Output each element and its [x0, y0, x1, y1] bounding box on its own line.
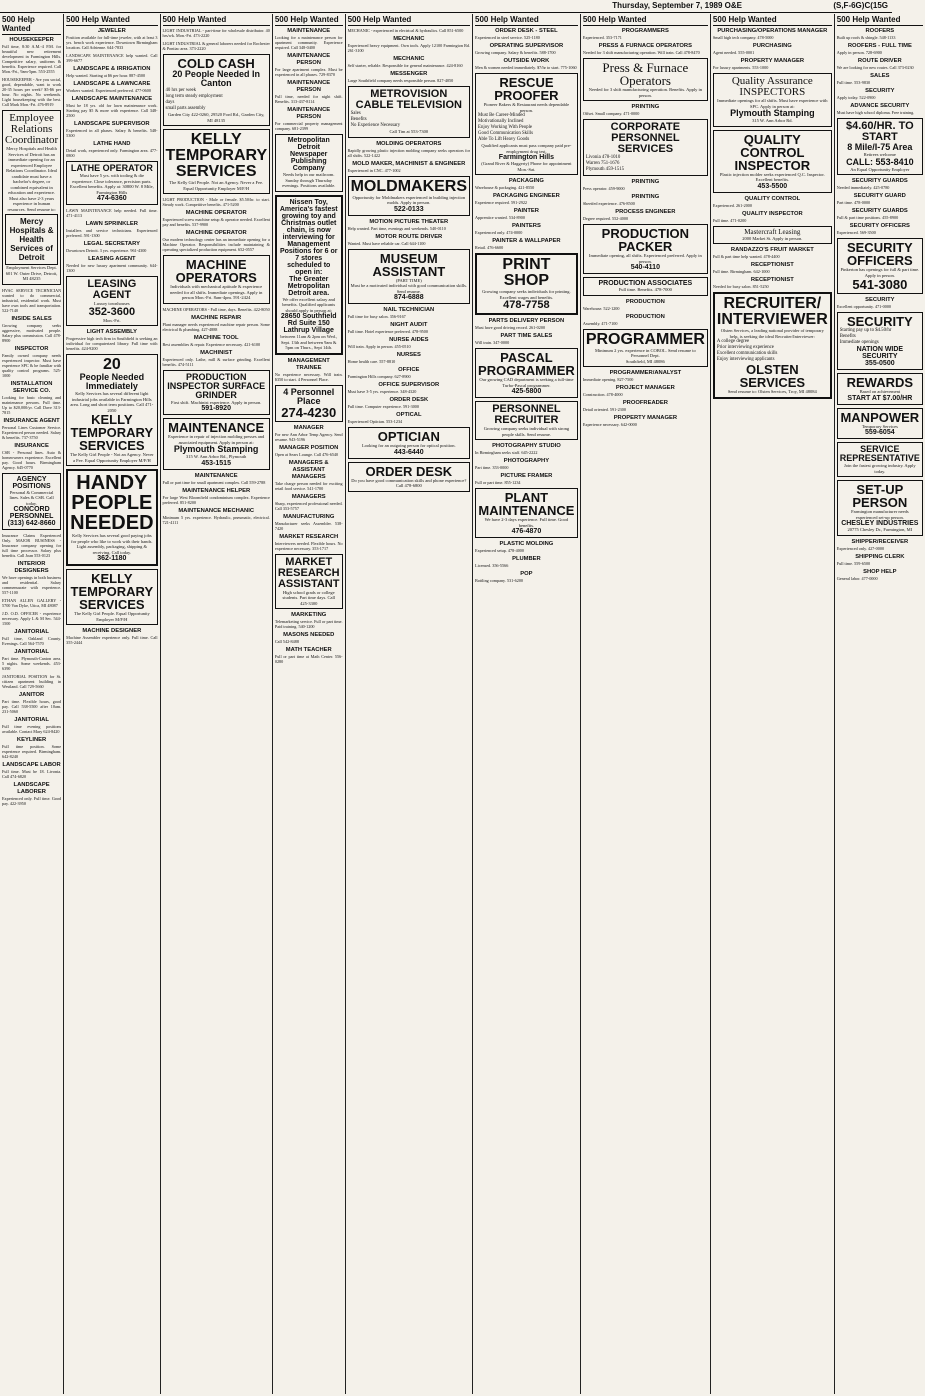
ad: PACKAGING Warehouse & packaging. 421-8550 — [475, 178, 544, 190]
ad: PURCHASING/OPERATIONS MANAGER Small high tech company. 478-5000 — [712, 28, 828, 40]
ad: JANITORIAL Full time evening positions available. Contact Mary 624-8420 — [2, 717, 62, 734]
ad: ORDER DESK Full time. Computer experience. 591-3000 — [347, 397, 429, 409]
ad: ROOFERS - FULL TIME Apply in person. 728-6900 — [836, 43, 912, 55]
ad: ROOFERS Built up roofs & shingle. 548-1133 — [836, 28, 896, 40]
ad: MACHINE OPERATOR Experienced screw machine setup & operator needed. Excellent pay and benefits. 537-9900 — [162, 210, 270, 227]
ad: PAINTER Apprentice wanted. 534-8900 — [475, 208, 539, 220]
display-ad-museum-assistant: MUSEUM ASSISTANT (PART TIME) Must be a motivated individual with good communication skills. Send resume. 874-6888 — [348, 249, 470, 305]
bullet-item: Livonia 478-1010 — [585, 155, 621, 160]
column-header: 500 Help Wanted — [475, 14, 578, 26]
ad: KEYLINER Full time position. Some experience required. Birmingham. 642-8240 — [2, 737, 62, 759]
ad: MECHANIC Experienced heavy equipment. Own tools. Apply 12100 Farmington Rd. 261-3100 — [347, 36, 471, 53]
ad: OFFICE SUPERVISOR Must have 3-5 yrs. experience. 348-4320 — [347, 382, 440, 394]
ad: LANDSCAPE & IRRIGATION Help wanted. Starting at $6 per hour. 887-4500 — [66, 66, 151, 78]
ad: OPTICAL Experienced Optician. 553-1234 — [347, 412, 422, 424]
masthead-rule — [0, 12, 892, 13]
display-ad-optician: OPTICIAN Looking for an outgoing person for optical position. 443-6440 — [348, 427, 470, 459]
ad: HOUSEKEEPER - Are you social, good, dependable, want to work 20-35 hours per week? $5-$6 per hour. No nights. No weekends. Light housekeeping with the best. Call Mark Mon.-Fri. 476-8919 — [2, 77, 62, 107]
bullet-item: Prior interviewing experience — [716, 345, 774, 350]
bullet-item: Sales — [350, 111, 361, 116]
ad: ROUTE DRIVER We are looking for new routes. Call 373-0230 — [836, 58, 914, 70]
ad: MACHINE OPERATOR Our modern technology center has an immediate opening for a Machine Operator. Responsibilities include maintaining & operating specialized production equipment. 652-0557 — [162, 230, 270, 252]
ad: PRINTING Offset. Small company. 471-0000 — [582, 104, 660, 116]
ad: LANDSCAPE MAINTENANCE Must be 18 yrs. old for lawn maintenance work. Starting pay $5 & more with experience. Call 348-2500 — [66, 96, 158, 118]
ad: INTERIOR DESIGNERS We have openings in both business and residential. Salary commensurate with experience. 557-1100 — [2, 561, 62, 595]
ad: MAINTENANCE PERSON For commercial property management company. 681-2399 — [274, 107, 343, 131]
display-ad-service-representative: SERVICE REPRESENTATIVE Join the fastest growing industry. Apply today. — [837, 442, 923, 477]
display-ad-employee-relations: Employee Relations Coordinator Mercy Hospitals and Health Services of Detroit has an immediate opening for an experienced Employee Relations Coordinator. Ideal candidate must have a bachelor's degree, or combined equivalent in education and experience. Must also have 2-3 years experience in human resources. Send resume to: Mercy Hospitals & Health Services of Detroit Employment Services Dept. 601 W. Outer Drive, Detroit, MI 48235 — [2, 110, 61, 285]
display-ad-personnel-place: 4 Personnel Place 274-4230 — [275, 385, 343, 422]
ad: PROGRAMMERS Experienced. 353-7171 — [582, 28, 669, 40]
bullet-item: Starting pay up to $4.50/hr — [839, 328, 892, 333]
bullet-item: 40 hrs per week — [165, 88, 197, 93]
display-ad-quality-assurance: Quality Assurance INSPECTORS Immediate openings for all shifts. Must have experience with SPC. Apply in person at: Plymouth Stamping 315 W. Ann Arbor Rd. — [713, 73, 832, 127]
ad: MOLDING OPERATORS Rapidly growing plastic injection molding company seeks operators for all shifts. 522-1422 — [347, 140, 471, 158]
ad: PROPERTY MANAGER Experience necessary. 642-0000 — [582, 415, 678, 427]
ad: MACHINIST Experienced only. Lathe, mill & surface grinding. Excellent benefits. 474-5111 — [162, 349, 270, 367]
column-header: 500 Help Wanted — [66, 14, 157, 26]
ad: OFFICE Farmington Hills company. 627-8900 — [347, 367, 420, 379]
ad: MATH TEACHER Full or part time at Math Center. 556-0280 — [274, 647, 343, 664]
display-ad-plant-maintenance: PLANT MAINTENANCE We have 2-3 days experience. Full time. Good benefits. 476-4870 — [475, 488, 578, 538]
column-header: 500 Help Wanted — [275, 14, 343, 26]
display-ad-maintenance: MAINTENANCE Experience in repair of injection molding presses and associated equipment. Apply in person at: Plymouth Stamping 315 W. Ann Arbor Rd., Plymouth 453-1515 — [163, 418, 270, 470]
display-ad-pascal-programmer: PASCAL PROGRAMMER Our growing CAD department is seeking a full-time Turbo-Pascal programmer. 425-5800 — [475, 348, 578, 398]
ad: MECHANIC - experienced in electrical & hydraulics. Call 851-6500 — [347, 28, 464, 33]
ad: NIGHT AUDIT Full time. Hotel experience preferred. 478-9500 — [347, 322, 428, 334]
ad: MESSENGER Large Southfield company needs responsible person. 827-4050 — [347, 71, 454, 83]
ad: HOUSEKEEPER Full time, 8:30 A.M.-4 P.M. for beautiful new retirement development in Farmington Hills. Competitive salary, uniforms & benefits. Experience required. Call Mon.-Fri., 9am-5pm. 553-2555 — [2, 37, 62, 74]
ad: PRESS & FURNACE OPERATORS Needed for 3 shift manufacturing operation. Will train. Call 478-8470 — [582, 43, 700, 55]
ad: SECURITY Apply today. 522-0900 — [836, 88, 895, 100]
ad: ETHAN ALLEN GALLERY - 5700 Van Dyke, Utica, MI 48087 — [2, 598, 62, 608]
ad: POP Bottling company. 531-6200 — [475, 571, 533, 583]
ad: SECURITY Excellent opportunity. 471-0000 — [836, 297, 895, 309]
column-header: 500 Help Wanted — [2, 14, 61, 35]
column-3 — [160, 14, 272, 1394]
ad: J.D. O.D. OFFICER - experience necessary. Apply L & M Sec. 544-1500 — [2, 611, 62, 626]
display-ad-moldmakers: MOLDMAKERS Opportunity for Moldmakers experienced in building injection molds. Apply in person. 522-0133 — [348, 176, 470, 216]
column-8 — [710, 14, 834, 1394]
ad: PRINTING Press operator. 459-9000 — [582, 179, 660, 191]
ad: JANITORIAL POSITION for St. citizen apartment building in Westland. Call 729-5660 — [2, 674, 62, 689]
display-ad-production-associates: PRODUCTION ASSOCIATES Full time. Benefits. 478-7000 — [583, 277, 708, 296]
bullet-item: days — [165, 100, 175, 105]
ad: QUALITY INSPECTOR Full time. 471-0200 — [712, 210, 803, 223]
display-ad-personnel-recruiter: PERSONNEL RECRUITER Growing company seeks individual with strong people skills. Send resume. — [475, 401, 578, 440]
ad: LANDSCAPE & LAWNCARE Workers wanted. Experienced preferred. 477-0600 — [66, 81, 151, 93]
column-header: 500 Help Wanted — [713, 14, 832, 26]
display-ad-set-up-person: SET-UP PERSON Farmington manufacturer needs experienced set-up person. CHESLEY INDUSTRIES 20775 Chesley Dr., Farmington, MI — [837, 480, 923, 536]
ad: PICTURE FRAMER Full or part time. 855-1234 — [475, 473, 553, 485]
display-ad-cold-cash: COLD CASH 20 People Needed In Canton 40 hrs per week long term steady employment days small parts assembly Garden City 422-0260, 29520 Ford Rd., Garden City, MI 48135 — [163, 54, 270, 126]
ad: SECURITY GUARDS Full & part time positions. 455-8900 — [836, 208, 908, 220]
ad: MOTOR ROUTE DRIVER Wanted. Must have reliable car. Call 644-1100 — [347, 233, 443, 246]
ad: SHIPPING CLERK Full time. 559-6500 — [836, 553, 905, 566]
bullet-item: Enjoy interviewing applicants — [716, 357, 775, 362]
ad: LANDSCAPE LABOR Full time. Must be 18. Livonia. Call 474-6820 — [2, 762, 62, 779]
display-ad-leasing-agent: LEASING AGENT Luxury townhouses 352-3600 Mon.-Fri. — [66, 276, 157, 326]
ad: PACKAGING ENGINEER Experience required. 591-2922 — [475, 193, 560, 205]
ad: MAINTENANCE Full or part time for small apartment complex. Call 559-2788 — [162, 472, 266, 485]
bullet-item: Benefits — [350, 117, 367, 122]
display-ad-production-inspector: PRODUCTION INSPECTOR SURFACE GRINDER First shift. Machinist experience. Apply in person. 591-8920 — [163, 370, 270, 416]
bullet-item: Immediate openings — [839, 340, 879, 345]
ad: LANDSCAPE SUPERVISOR Experienced in all phases. Salary & benefits. 548-5300 — [66, 121, 158, 138]
column-7 — [580, 14, 710, 1394]
ad: MAINTENANCE Looking for a maintenance person for apartment community. Experience required. Call 348-0400 — [274, 28, 343, 50]
ad: MACHINE OPERATORS - Full time, days. Benefits. 422-8050 — [162, 306, 270, 312]
display-ad-print-shop: PRINT SHOP Growing company seeks individuals for printing. Excellent wages and benefits. 478-7758 — [475, 253, 578, 315]
ad: HVAC SERVICE TECHNICIAN wanted to do commercial, industrial, residential work. Must have own tools and transportation. 522-7140 — [2, 287, 62, 313]
column-5 — [345, 14, 472, 1394]
ad: MARKETING Telemarketing service. Full or part time. Paid training. 540-1200 — [274, 612, 343, 629]
display-ad-machine-operators: MACHINE OPERATORS Individuals with mechanical aptitude & experience needed for all shifts. Immediate openings. Apply in person Mon.-Fri. 8am-4pm. 591-2424 — [163, 255, 270, 304]
display-ad-market-research: MARKET RESEARCH ASSISTANT High school grads or college students. Part time days. Call 425-3300 — [275, 554, 343, 610]
display-ad-kelly-temporary: KELLY TEMPORARY SERVICES The Kelly Girl People. Not an Agency. Never a Fee. Equal Opportunity Employer M/F/H — [163, 129, 270, 194]
display-ad-handy-people: HANDY PEOPLE NEEDED Kelly Services has several good paying jobs for people who like to work with their hands. Light assembly, packaging, shipping & receiving. Call today. 362-1180 — [66, 469, 157, 566]
column-header: 500 Help Wanted — [163, 14, 270, 26]
ad: LIGHT ASSEMBLY Progressive high tech firm in Southfield is seeking an individual for computerized library. Full time with benefits. 424-9200 — [66, 329, 158, 351]
display-ad-order-desk: ORDER DESK Do you have good communication skills and phone experience? Call 478-6800 — [348, 462, 470, 492]
ad: MANUFACTURING Manufacturer seeks Assembler. 538-7420 — [274, 513, 343, 531]
display-ad-rescue-proofer: RESCUE PROOFER Pioneer Bakers & Restaurant needs dependable person. Must Be Career-Minded Motivationally Inclined Enjoy Working With People Good Communication Skills Able To Lift Heavy Goods Qualified applicants must pass company paid pre-employment drug test. Farmington Hills (Grand River & Haggerty) Phone for appointment Mon.-Sat. — [475, 73, 578, 175]
ad: INSURANCE AGENT Personal Lines Customer Service. Experienced person needed. Salary & benefits. 737-3750 — [2, 417, 62, 440]
display-ad-nissen-toy: Nissen Toy, America's fastest growing toy and Christmas outlet chain, is now interviewing for Management Positions for 6 or 7 stores scheduled to open in: The Greater Metropolitan Detroit area. We offer excellent salary and benefits. Qualified applicants should apply in person at: 28650 Southfield Rd Suite 150 Lathrup Village between 11am & 2pm on Wed., Sept. 13th and between 9am & 5pm on Thurs., Sept 14th. — [275, 195, 343, 355]
ad: MOLD MAKER, MACHINIST & ENGINEER Experienced in CNC. 477-1002 — [347, 160, 466, 173]
ad: PROCESS ENGINEER Degree required. 552-4000 — [582, 209, 676, 221]
ad: LEGAL SECRETARY Downtown Detroit. 3 yrs. experience. 961-4300 — [66, 241, 147, 253]
column-header: 500 Help Wanted — [583, 14, 708, 26]
ad: PAINTER & WALLPAPER Retail. 476-6600 — [475, 238, 561, 250]
display-ad-rewards: REWARDS Based on achievement START AT $7.00/HR — [837, 373, 923, 405]
ad: LANDSCAPE LABORER Experienced only. Full time. Good pay. 422-3950 — [2, 782, 62, 806]
ad: PRINTING Sheetfed experience. 476-8500 — [582, 194, 660, 206]
ad: RECEPTIONIST Needed for busy salon. 851-5250 — [712, 277, 794, 289]
ad: SECURITY GUARD Part time. 478-0000 — [836, 193, 906, 205]
ad: LIGHT INDUSTRIAL - part-time for wholesale distributor. 40 hrs/wk. Mon.-Fri. 473-2220 — [162, 28, 270, 38]
ad: PROOFREADER Detail oriented. 591-2300 — [582, 400, 668, 412]
ad: INSURANCE CSR - Personal lines. Auto & homeowners experience. Excellent pay. Good hours. Birmingham Agency. 645-0770 — [2, 442, 62, 470]
ad: NURSE AIDES Will train. Apply in person. 455-0510 — [347, 337, 429, 349]
ad: PROPERTY MANAGER For luxury apartments. 553-1000 — [712, 58, 805, 70]
display-ad-agency-positions: AGENCY POSITIONS Personal & Commercial lines. Sales & CSR. Call today. CONCORD PERSONNEL (313) 642-8660 — [2, 473, 61, 531]
ad: MANAGER POSITION Open at Sears Lounge. Call 476-6540 — [274, 444, 339, 457]
ad: LEASING AGENT Needed for new luxury apartment community. 644-1300 — [66, 256, 158, 273]
ad: MARKET RESEARCH Interviewers needed. Flexible hours. No experience necessary. 353-1717 — [274, 533, 343, 551]
bullet-item: Good Communication Skills — [478, 131, 533, 136]
ad: MOTION PICTURE THEATER Help wanted. Part time, evenings and weekends. 540-0110 — [347, 218, 449, 231]
mercy-logo: Mercy Hospitals & Health Services of Detroit — [5, 214, 58, 265]
ad: PROJECT MANAGER Construction. 478-4000 — [582, 385, 675, 397]
ad: MAINTENANCE PERSON For large apartment complex. Must be experienced in all phases. 729-8370 — [274, 53, 343, 77]
ad: JANITORIAL Part time. Plymouth-Canton area. 5 nights. Some weekends. 453-6390 — [2, 649, 62, 671]
ad: PHOTOGRAPHY Part time. 353-0000 — [475, 458, 550, 470]
ad: RANDAZZO'S FRUIT MARKET Full & part time help wanted. 478-4400 — [712, 247, 814, 259]
ad: INSIDE SALES Growing company seeks aggressive, motivated people. Salary plus commission. Call 478-8900 — [2, 315, 62, 343]
ad: MAINTENANCE HELPER For large West Bloomfield condominium complex. Experience preferred. 851-8200 — [162, 487, 270, 505]
bullet-item: No Experience Necessary — [350, 123, 401, 128]
display-ad-lathe-operator: LATHE OPERATOR Must have 5 yrs. with tooling & die experience. Close tolerance, precision parts. Excellent benefits. Apply at: 30800 W. 8 Mile, Farmington Hills 474-6360 — [66, 161, 157, 205]
ad: LAWN SPRINKLER Installers and service technicians. Experienced preferred. 591-1300 — [66, 221, 158, 238]
display-ad-press-furnace: Press & Furnace Operators Needed for 3 shift manufacturing operation. Benefits. Apply in person. — [583, 58, 708, 101]
column-9 — [834, 14, 925, 1394]
ad: PLUMBER Licensed. 356-5566 — [475, 556, 541, 568]
ad: PRODUCTION Warehouse. 522-1200 — [582, 298, 665, 311]
ad: NAIL TECHNICIAN Full time for busy salon. 356-9167 — [347, 307, 435, 319]
ad: SALES Full time. 553-9830 — [836, 73, 890, 85]
ad: LIGHT PRODUCTION - Male or female. $5.50/hr. to start. Steady work. Competitive benefits. 471-5200 — [162, 197, 270, 207]
ad: PURCHASING Agent needed. 555-0001 — [712, 43, 792, 55]
ad: MAINTENANCE MECHANIC Minimum 5 yrs. experience. Hydraulic, pneumatic, electrical. 721-4111 — [162, 507, 270, 525]
ad: MASONS NEEDED Call 542-8488 — [274, 632, 335, 644]
ad: MACHINE DESIGNER Machine Assembler experience only. Full time. Call 355-2444 — [66, 628, 158, 645]
ad: MANAGER For new Ann Arbor Temp Agency. Send resume. 943-5196 — [274, 424, 343, 442]
ad: ADVANCE SECURITY Must have high school diploma. Free training. — [836, 103, 915, 115]
ad: JEWELER Position available for full-time jeweler, with at least 3 yrs. bench work experience. Downtown Birmingham location. Call Adrienne. 644-7833 — [66, 28, 158, 50]
ad: MANAGEMENT TRAINEE No experience necessary. Will train. $350 to start. 4 Personnel Place. — [274, 357, 343, 382]
bullet-item: Enjoy Working With People — [478, 125, 533, 130]
ad: NURSES Home health care. 557-8810 — [347, 352, 421, 364]
column-6 — [472, 14, 580, 1394]
masthead — [0, 0, 892, 12]
display-ad-manpower: MANPOWER Temporary Services 559-6054 — [837, 408, 923, 440]
display-ad-security-officers: SECURITY OFFICERS Pinkerton has openings for full & part time. Apply in person. 541-3080 — [837, 238, 923, 294]
ad: MACHINE REPAIR Plant manager needs experienced machine repair person. Some electrical & plumbing. 427-4888 — [162, 314, 270, 332]
ad: Insurance Claims Experienced Only. MAJOR BUSINESS - Insurance company opening for full time processor. Salary plus benefits. Call Joan 553-0123 — [2, 533, 62, 558]
ad: INSTALLATION SERVICE CO. Looking for basic cleaning and maintenance persons. Full time. Up to $20,000/yr. Call Dave 313-7815 — [2, 380, 62, 415]
page-code: (S,F-6G)C(15G — [833, 1, 888, 10]
ad: LAWN MAINTENANCE help needed. Full time. 471-4113 — [66, 208, 158, 218]
ad: QUALITY CONTROL Experienced. 261-2000 — [712, 195, 801, 208]
column-header: 500 Help Wanted — [348, 14, 470, 26]
ad: INSPECTOR Family owned company needs experienced inspector. Must have experience SPC & be familiar with quality control programs. 525-1000 — [2, 345, 62, 378]
ad: LATHE HAND Detail work, experienced only. Farmington area. 477-0800 — [66, 141, 158, 158]
ad: PLASTIC MOLDING Experienced setup. 478-4000 — [475, 541, 554, 553]
ad: PRODUCTION Assembly. 471-7100 — [582, 313, 665, 326]
ad: MECHANIC Self starter, reliable. Responsible for general maintenance. 424-8160 — [347, 56, 463, 68]
display-ad-advance-security: $4.60/HR. TO START 8 Mile/I-75 Area Retirees welcome CALL: 553-8410 An Equal Opportunity Employer — [837, 118, 923, 175]
ad: LIGHT INDUSTRIAL & general laborers needed for Rochester & Pontiac area. 373-2220 — [162, 41, 270, 51]
bullet-item: Motivationally Inclined — [478, 119, 524, 124]
column-2 — [63, 14, 159, 1394]
ad: OUTSIDE WORK Men & women needed immediately. $7/hr to start. 775-1060 — [475, 58, 577, 70]
bullet-item: Warren 751-1676 — [585, 161, 620, 166]
ad: SHIPPER/RECEIVER Experienced only. 427-0000 — [836, 538, 909, 551]
column-header: 500 Help Wanted — [837, 14, 923, 26]
ad: MANAGERS Sharp, experienced professional needed. Call 353-5757 — [274, 493, 343, 511]
ad: SECURITY OFFICERS Experienced. 569-3500 — [836, 223, 910, 235]
bullet-item: Must Be Career-Minded — [478, 113, 525, 118]
display-ad-quality-control: QUALITY CONTROL INSPECTOR Plastic injection molder seeks experienced Q.C. Inspector. Excellent benefits. 453-5500 — [713, 130, 832, 193]
bullet-item: long term steady employment — [165, 94, 223, 99]
display-ad-kelly-services: KELLY TEMPORARY SERVICES The Kelly Girl People. Equal Opportunity Employer M/F/H — [66, 569, 157, 625]
column-4 — [272, 14, 345, 1394]
display-ad-security: SECURITY Starting pay up to $4.50/hr Benefits Immediate openings NATION WIDE SECURITY 355-0500 — [837, 312, 923, 370]
ad: MAINTENANCE PERSON Full time, needed for night shift. Benefits. 313-437-8114 — [274, 80, 343, 104]
ad: JANITORIAL Full time, Oakland County. Evenings. Call 564-7570 — [2, 629, 62, 646]
ad: PAINTERS Experienced only. 474-0000 — [475, 223, 541, 235]
display-ad-newspaper-mailroom: Metropolitan Detroit Newspaper Publishing Company Needs help in our mailroom. Sunday through Thursday evenings. Positions available. — [275, 134, 343, 192]
ad: RECEPTIONIST Full time. Birmingham. 642-1000 — [712, 262, 794, 274]
ad: OPERATING SUPERVISOR Growing company. Salary & benefits. 588-1700 — [475, 43, 564, 55]
bullet-item: Benefits — [839, 334, 856, 339]
display-ad-recruiter-interviewer: RECRUITER/ INTERVIEWER Olsten Services, a leading national provider of temporary help, is seeking the ideal Recruiter/Interviewer: A college degree Prior interviewing experience Excellent communication skills Enjoy interviewing applicants OLSTEN SERVICES Send resume to: Olsten Services, Troy, MI 48084 — [713, 292, 832, 399]
ad: MACHINE TOOL Best assemblies & repair. Experience necessary. 421-6100 — [162, 334, 261, 347]
display-ad-programmer: PROGRAMMER Minimum 2 yrs. experience in COBOL. Send resume to Personnel Dept. Southfield, MI 48086 — [583, 329, 708, 368]
ad: SHOP HELP General labor. 477-0000 — [836, 568, 897, 581]
bullet-item: Able To Lift Heavy Goods — [478, 137, 530, 142]
ad: MANAGERS & ASSISTANT MANAGERS Take charge person needed for exciting retail food service. 541-1700 — [274, 459, 343, 491]
columns — [0, 14, 920, 1394]
bullet-item: Excellent communication skills — [716, 351, 778, 356]
ad: ORDER DESK - STEEL Experienced in steel service. 525-1180 — [475, 28, 558, 40]
bullet-item: small parts assembly — [165, 106, 206, 111]
ad: PHOTOGRAPHY STUDIO In Birmingham seeks staff. 645-2222 — [475, 443, 561, 455]
ad: PARTS DELIVERY PERSON Must have good driving record. 261-0200 — [475, 318, 565, 330]
display-ad-mastercraft: Mastercraft Leasing 2000 Market St. Apply in person. — [713, 226, 832, 245]
display-ad-production-packer: PRODUCTION PACKER Immediate opening, all shifts. Experienced preferred. Apply in person. 540-4110 — [583, 224, 708, 274]
issue-date: Thursday, September 7, 1989 O&E — [612, 1, 742, 10]
ad: PROGRAMMER/ANALYST Immediate opening. 827-7500 — [582, 370, 682, 382]
bullet-item: Plymouth 459-1515 — [585, 167, 625, 172]
column-1 — [0, 14, 63, 1394]
ad: SECURITY GUARDS Needed immediately. 425-0780 — [836, 178, 908, 190]
display-ad-kelly-20-people: 20 People Needed Immediately Kelly Services has several different light industrial jobs available in Farmington Hills area. Long and short term positions. Call 471-2050 KELLY TEMPORARY SERVICES The Kelly Girl People - Not an Agency. Never a Fee. Equal Opportunity Employer M/F/H — [66, 354, 157, 466]
bullet-item: A college degree — [716, 339, 750, 344]
display-ad-corporate-personnel: CORPORATE PERSONNEL SERVICES Livonia 478-1010 Warren 751-1676 Plymouth 459-1515 — [583, 119, 708, 176]
ad: PART TIME SALES Will train. 347-0000 — [475, 333, 553, 345]
display-ad-metrovision: METROVISION CABLE TELEVISION Sales Benefits No Experience Necessary Call Tim at 553-7300 — [348, 86, 470, 138]
ad: LANDSCAPE MAINTENANCE help wanted. Call 399-6677 — [66, 53, 158, 63]
ad: JANITOR Part time. Flexible hours, good pay. Call 538-5500 after 10am. 231-5060 — [2, 692, 62, 714]
